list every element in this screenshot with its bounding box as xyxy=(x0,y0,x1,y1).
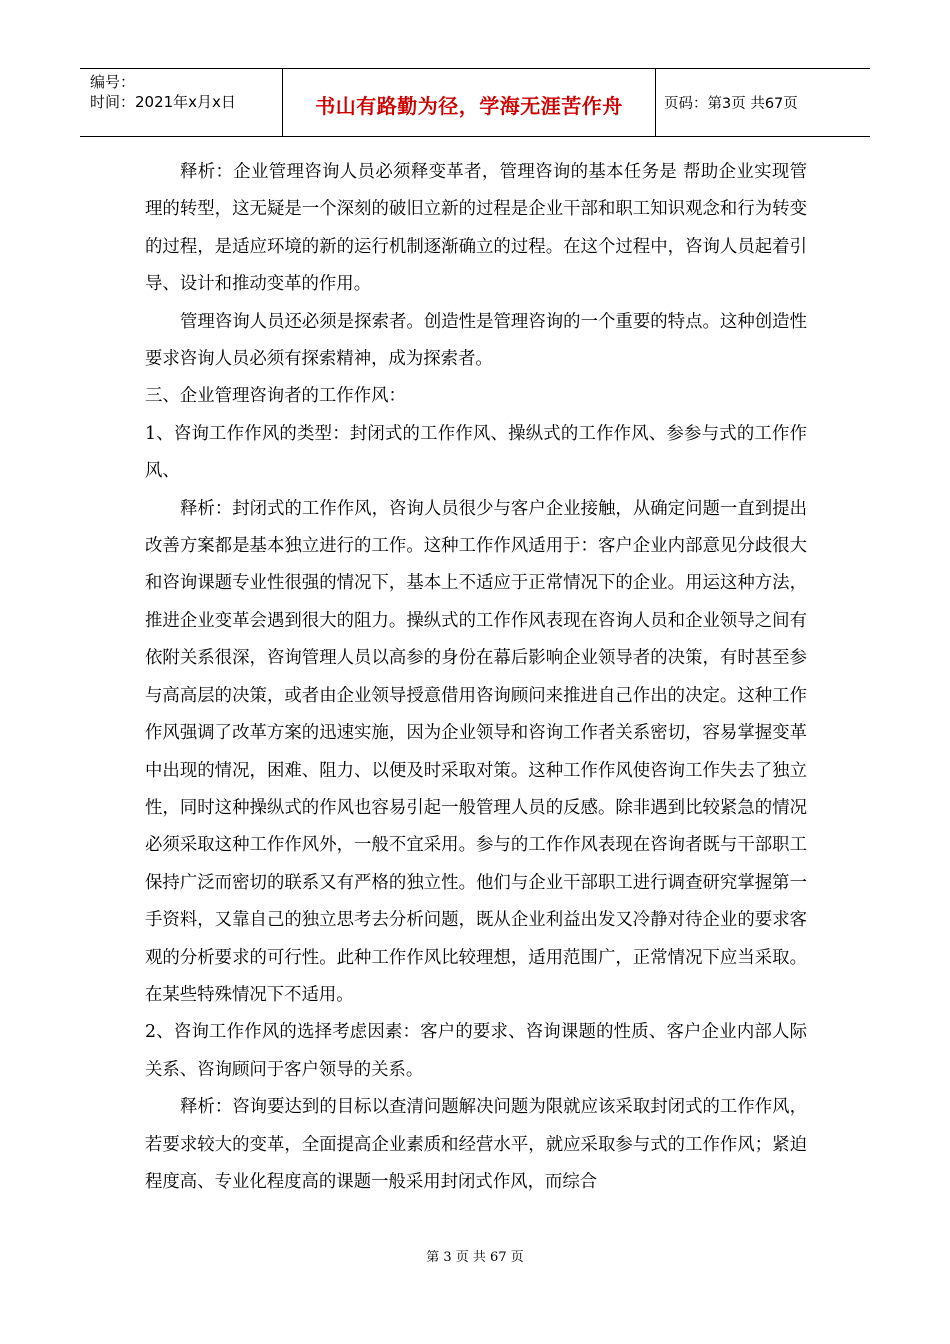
paragraph: 释析：企业管理咨询人员必须释变革者，管理咨询的基本任务是 帮助企业实现管理的转型，这无疑是一个深刻的破旧立新的过程是企业干部和职工知识观念和行为转变的过程，是适应环境的新的运行机制逐渐确立的过程。在这个过程中，咨询人员起着引导、设计和推动变革的作用。 xyxy=(145,162,807,295)
paragraph: 管理咨询人员还必须是探索者。创造性是管理咨询的一个重要的特点。这种创造性要求咨询人员必须有探索精神，成为探索者。 xyxy=(145,311,807,370)
header-page-number: 页码：第3页 共67页 xyxy=(664,96,798,112)
serial-number-label: 编号： xyxy=(90,73,136,91)
date-line: 时间：2021年x月x日 xyxy=(90,93,236,111)
header-meta-cell xyxy=(80,69,283,136)
list-item: 2、咨询工作作风的选择考虑因素：客户的要求、咨询课题的性质、客户企业内部人际关系、咨询顾问于客户领导的关系。 xyxy=(145,1022,807,1080)
list-item: 1、咨询工作作风的类型：封闭式的工作作风、操纵式的工作作风、参参与式的工作作风、 xyxy=(145,423,807,482)
document-body xyxy=(145,154,807,1201)
page-header-table xyxy=(80,68,870,137)
paragraph: 释析：咨询要达到的目标以查清问题解决问题为限就应该采取封闭式的工作作风，若要求较大的变革，全面提高企业素质和经营水平，就应采取参与式的工作作风；紧迫程度高、专业化程度高的课题一般采用封闭式作风，而综合 xyxy=(145,1097,807,1192)
section-heading: 三、企业管理咨询者的工作作风： xyxy=(145,386,406,407)
paragraph: 释析：封闭式的工作作风，咨询人员很少与客户企业接触，从确定问题一直到提出改善方案都是基本独立进行的工作。这种工作作风适用于：客户企业内部意见分歧很大和咨询课题专业性很强的情况下，基本上不适应于正常情况下的企业。用运这种方法，推进企业变革会遇到很大的阻力。操纵式的工作作风表现在咨询人员和企业领导之间有依附关系很深，咨询管理人员以高参的身份在幕后影响企业领导者的决策，有时甚至参与高高层的决策，或者由企业领导授意借用咨询顾问来推进自己作出的决定。这种工作作风强调了改革方案的迅速实施，因为企业领导和咨询工作者关系密切，容易掌握变革中出现的情况，困难、阻力、以便及时采取对策。这种工作作风使咨询工作失去了独立性，同时这种操纵式的作风也容易引起一般管理人员的反感。除非遇到比较紧急的情况必须采取这种工作作风外，一般不宜采用。参与的工作作风表现在咨询者既与干部职工保持广泛而密切的联系又有严格的独立性。他们与企业干部职工进行调查研究掌握第一手资料，又靠自己的独立思考去分析问题，既从企业利益出发又冷静对待企业的要求客观的分析要求的可行性。此种工作作风比较理想，适用范围广，正常情况下应当采取。在某些特殊情况下不适用。 xyxy=(145,498,807,1005)
page-footer: 第 3 页 共 67 页 xyxy=(426,1250,524,1265)
header-motto: 书山有路勤为径，学海无涯苦作舟 xyxy=(283,69,656,136)
